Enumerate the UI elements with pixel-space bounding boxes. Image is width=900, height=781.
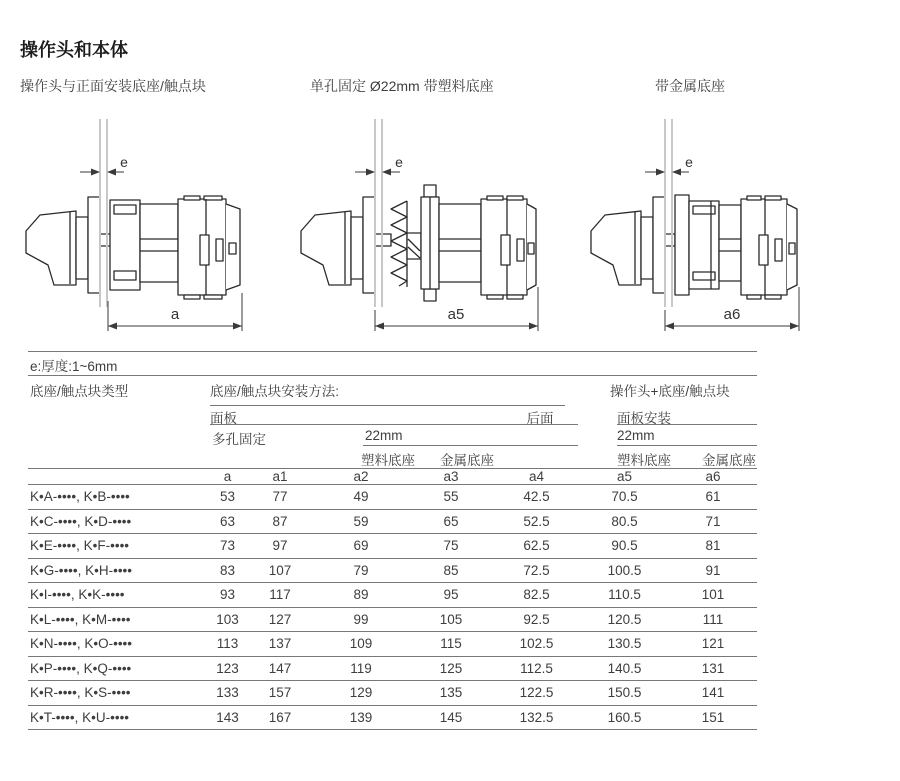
figure1-drawing <box>10 115 260 345</box>
dimension-value: 85 <box>409 558 493 583</box>
switch-side-view <box>26 196 240 299</box>
dimension-value: 125 <box>409 656 493 681</box>
column-header-a5: a5 <box>580 469 669 485</box>
dimension-value: 59 <box>313 509 409 534</box>
knob-shape <box>301 211 351 285</box>
dimension-value: 52.5 <box>493 509 580 534</box>
dimension-value: 93 <box>208 583 247 608</box>
dimension-value: 137 <box>247 632 313 657</box>
row-type-label: K•I-••••, K•K-•••• <box>28 583 208 608</box>
dimension-value: 103 <box>208 607 247 632</box>
table-row <box>28 509 757 534</box>
dimension-value: 90.5 <box>580 534 669 559</box>
dimension-value: 92.5 <box>493 607 580 632</box>
dimension-value: 120.5 <box>580 607 669 632</box>
thickness-dim-label: e <box>120 154 128 170</box>
thickness-dim-label: e <box>395 154 403 170</box>
table-row <box>28 681 757 706</box>
dimension-value: 49 <box>313 485 409 510</box>
dimension-value: 55 <box>409 485 493 510</box>
row-type-label: K•N-••••, K•O-•••• <box>28 632 208 657</box>
dimension-value: 109 <box>313 632 409 657</box>
dimension-value: 121 <box>669 632 757 657</box>
figure2-drawing <box>295 115 545 345</box>
column-header-a6: a6 <box>669 469 757 485</box>
dimension-value: 53 <box>208 485 247 510</box>
dimension-value: 79 <box>313 558 409 583</box>
dimension-value: 107 <box>247 558 313 583</box>
rule-under-panel-row-left <box>210 424 578 425</box>
dimension-value: 150.5 <box>580 681 669 706</box>
table-row <box>28 583 757 608</box>
row-type-label: K•T-••••, K•U-•••• <box>28 705 208 730</box>
plastic-base-header-left: 塑料底座 <box>361 453 415 468</box>
table-row <box>28 485 757 510</box>
dimension-value: 61 <box>669 485 757 510</box>
dimension-value: 167 <box>247 705 313 730</box>
thickness-dim-label: e <box>685 154 693 170</box>
dimension-value: 100.5 <box>580 558 669 583</box>
dimension-value: 101 <box>669 583 757 608</box>
dimension-value: 97 <box>247 534 313 559</box>
dimension-value: 91 <box>669 558 757 583</box>
dimension-value: 89 <box>313 583 409 608</box>
table-row <box>28 607 757 632</box>
figure3-drawing <box>575 115 825 345</box>
dimension-value: 72.5 <box>493 558 580 583</box>
dimension-value: 42.5 <box>493 485 580 510</box>
dimension-value: 80.5 <box>580 509 669 534</box>
dimension-table <box>28 468 757 730</box>
rear-header: 后面 <box>526 411 554 426</box>
dimension-value: 71 <box>669 509 757 534</box>
figure1-caption: 操作头与正面安装底座/触点块 <box>20 78 206 94</box>
dimension-value: 87 <box>247 509 313 534</box>
dimension-value: 133 <box>208 681 247 706</box>
column-header-a: a <box>208 469 247 485</box>
dimension-value: 119 <box>313 656 409 681</box>
column-header-a1: a1 <box>247 469 313 485</box>
dimension-value: 112.5 <box>493 656 580 681</box>
dimension-value: 143 <box>208 705 247 730</box>
dimension-value: 105 <box>409 607 493 632</box>
type-column-header: 底座/触点块类型 <box>30 384 129 399</box>
dimension-value: 115 <box>409 632 493 657</box>
dimension-value: 73 <box>208 534 247 559</box>
column-header-row <box>28 469 757 485</box>
row-type-label: K•R-••••, K•S-•••• <box>28 681 208 706</box>
knob-shape <box>591 211 641 285</box>
table-row <box>28 705 757 730</box>
plastic-base-header-right: 塑料底座 <box>617 453 671 468</box>
column-header-a4: a4 <box>493 469 580 485</box>
e-thickness-note: e:厚度:1~6mm <box>30 359 118 374</box>
row-type-label: K•L-••••, K•M-•••• <box>28 607 208 632</box>
dimension-value: 82.5 <box>493 583 580 608</box>
multi-hole-header: 多孔固定 <box>212 432 266 447</box>
figure3-caption: 带金属底座 <box>655 78 725 94</box>
page-title: 操作头和本体 <box>20 40 128 60</box>
panel-header: 面板 <box>210 411 237 426</box>
dimension-value: 81 <box>669 534 757 559</box>
dimension-value: 160.5 <box>580 705 669 730</box>
row-type-label: K•A-••••, K•B-•••• <box>28 485 208 510</box>
dimension-value: 102.5 <box>493 632 580 657</box>
switch-side-view <box>591 195 797 299</box>
dimension-value: 69 <box>313 534 409 559</box>
figure2-caption: 单孔固定 Ø22mm 带塑料底座 <box>310 78 494 94</box>
column-header-a2: a2 <box>313 469 409 485</box>
rule-under-22mm-left <box>363 445 578 446</box>
width-dim-label: a5 <box>447 306 465 323</box>
dimension-value: 62.5 <box>493 534 580 559</box>
row-type-label: K•P-••••, K•Q-•••• <box>28 656 208 681</box>
metal-base-header-right: 金属底座 <box>702 453 756 468</box>
column-header-a3: a3 <box>409 469 493 485</box>
dimension-value: 132.5 <box>493 705 580 730</box>
dimension-value: 141 <box>669 681 757 706</box>
mounting-method-header: 底座/触点块安装方法: <box>210 384 340 399</box>
dimension-table-body <box>28 485 757 730</box>
dimension-value: 129 <box>313 681 409 706</box>
rule-under-e-note <box>28 375 757 376</box>
table-row <box>28 534 757 559</box>
dimension-value: 157 <box>247 681 313 706</box>
dimension-value: 130.5 <box>580 632 669 657</box>
switch-side-view <box>301 185 536 301</box>
dimension-value: 139 <box>313 705 409 730</box>
dimension-value: 65 <box>409 509 493 534</box>
dimension-value: 70.5 <box>580 485 669 510</box>
size-22mm-header-right: 22mm <box>617 428 655 443</box>
dimension-value: 117 <box>247 583 313 608</box>
rule-under-22mm-right <box>617 445 757 446</box>
dimension-value: 113 <box>208 632 247 657</box>
panel-lines <box>665 119 672 307</box>
dimension-value: 131 <box>669 656 757 681</box>
table-row <box>28 632 757 657</box>
row-type-label: K•C-••••, K•D-•••• <box>28 509 208 534</box>
dimension-value: 127 <box>247 607 313 632</box>
dimension-value: 111 <box>669 607 757 632</box>
metal-base-header-left: 金属底座 <box>440 453 494 468</box>
rule-under-mounting-method <box>210 405 565 406</box>
dimension-value: 140.5 <box>580 656 669 681</box>
panel-lines <box>375 119 382 307</box>
dimension-value: 110.5 <box>580 583 669 608</box>
dimension-value: 63 <box>208 509 247 534</box>
row-type-label: K•G-••••, K•H-•••• <box>28 558 208 583</box>
row-type-label: K•E-••••, K•F-•••• <box>28 534 208 559</box>
width-dim-label: a6 <box>723 306 741 323</box>
dimension-value: 122.5 <box>493 681 580 706</box>
dimension-value: 151 <box>669 705 757 730</box>
dimension-value: 123 <box>208 656 247 681</box>
dimension-value: 83 <box>208 558 247 583</box>
table-row <box>28 656 757 681</box>
dimension-value: 75 <box>409 534 493 559</box>
table-row <box>28 558 757 583</box>
size-22mm-header-left: 22mm <box>365 428 403 443</box>
panel-lines <box>100 119 107 307</box>
width-dim-label: a <box>170 306 180 323</box>
rule-top <box>28 351 757 352</box>
dimension-value: 77 <box>247 485 313 510</box>
knob-shape <box>26 211 76 285</box>
dimension-value: 99 <box>313 607 409 632</box>
head-plus-base-header: 操作头+底座/触点块 <box>610 384 730 399</box>
dimension-value: 145 <box>409 705 493 730</box>
spec-table <box>28 351 757 746</box>
dimension-value: 135 <box>409 681 493 706</box>
column-header-type-spacer <box>28 469 208 485</box>
dimension-value: 147 <box>247 656 313 681</box>
dimension-value: 95 <box>409 583 493 608</box>
panel-mount-header: 面板安装 <box>617 411 671 426</box>
